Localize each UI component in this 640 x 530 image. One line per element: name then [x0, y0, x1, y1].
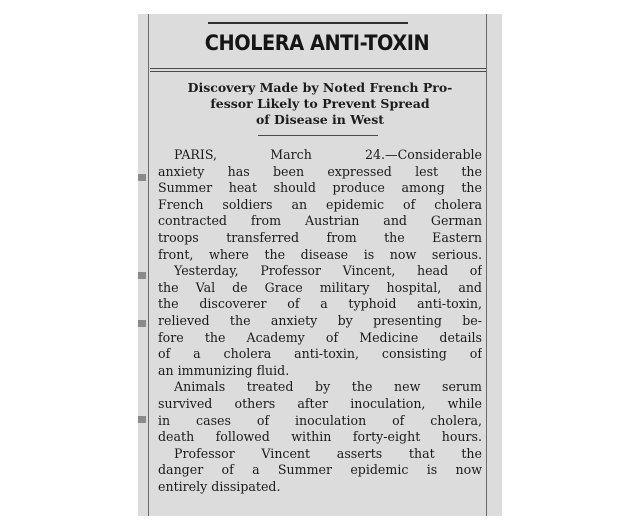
headline-separator [150, 68, 486, 69]
body-line: Professor Vincent asserts that the [174, 445, 482, 461]
deck-line: fessor Likely to Prevent Spread [210, 96, 430, 111]
body-line: PARIS, March 24.—Considerable [174, 147, 482, 162]
body-line: anxiety has been expressed lest the [158, 163, 482, 179]
adjacent-column-fragment [138, 272, 146, 279]
body-line: survived others after inoculation, while [158, 395, 482, 411]
body-line: troops transferred from the Eastern [158, 229, 482, 245]
body-line: of a cholera anti-toxin, consisting of [158, 346, 482, 362]
body-line: the discoverer of a typhoid anti-toxin, [158, 296, 482, 312]
adjacent-column-fragment [138, 416, 146, 423]
article-headline: CHOLERA ANTI-TOXIN [204, 31, 430, 55]
body-line: front, where the disease is now serious. [158, 246, 482, 262]
newspaper-clipping [138, 14, 502, 516]
adjacent-column-fragment [138, 320, 146, 327]
body-line: in cases of inoculation of cholera, [158, 412, 482, 428]
body-line: danger of a Summer epidemic is now [158, 462, 482, 478]
deck-line: of Disease in West [255, 112, 385, 127]
article-body [158, 147, 482, 495]
body-line: entirely dissipated. [158, 478, 281, 494]
body-line: relieved the anxiety by presenting be- [158, 312, 482, 328]
article-deck [158, 80, 482, 128]
body-line: French soldiers an epidemic of cholera [158, 196, 482, 212]
body-line: the Val de Grace military hospital, and [158, 279, 482, 295]
deck-line: Discovery Made by Noted French Pro- [187, 80, 453, 95]
deck-separator [258, 135, 378, 136]
adjacent-column-fragment [138, 174, 146, 181]
right-column-rule [486, 14, 487, 516]
body-line: an immunizing fluid. [158, 362, 290, 378]
body-line: Summer heat should produce among the [158, 180, 482, 196]
body-line: fore the Academy of Medicine details [158, 329, 482, 345]
top-rule [208, 22, 408, 24]
body-line: Animals treated by the new serum [174, 379, 482, 395]
left-column-rule [148, 14, 149, 516]
body-line: Yesterday, Professor Vincent, head of [174, 263, 482, 279]
body-line: contracted from Austrian and German [158, 213, 482, 229]
headline-separator [150, 71, 486, 72]
body-line: death followed within forty-eight hours. [158, 429, 482, 445]
